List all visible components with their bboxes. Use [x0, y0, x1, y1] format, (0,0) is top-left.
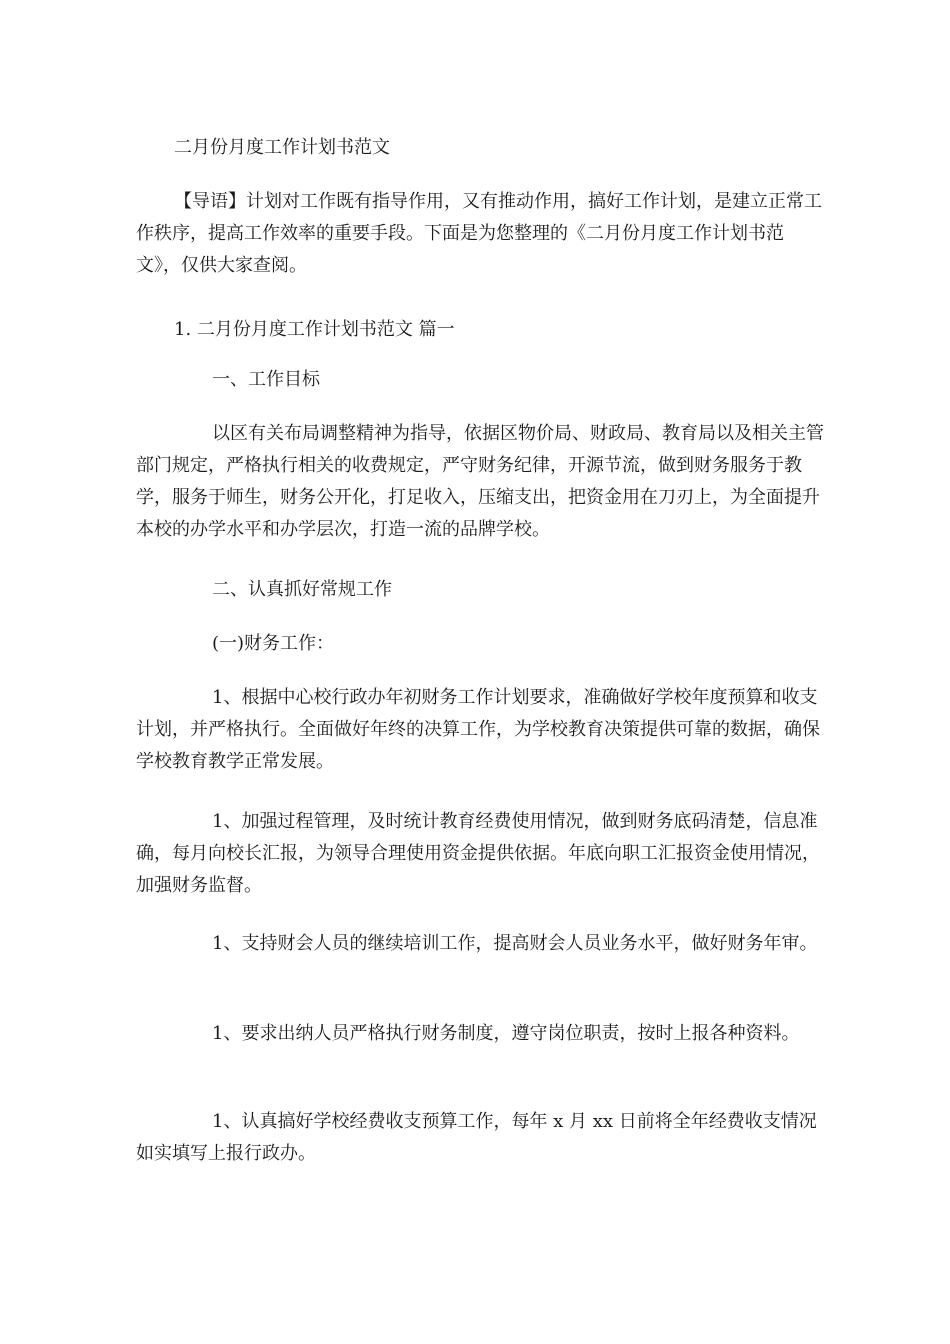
list-item-cashier: 1、要求出纳人员严格执行财务制度，遵守岗位职责，按时上报各种资料。 [212, 1023, 800, 1044]
heading-work-goal: 一、工作目标 [212, 369, 320, 390]
section-heading-1: 1. 二月份月度工作计划书范文 篇一 [174, 319, 455, 340]
list-item-annual-budget: 1、认真搞好学校经费收支预算工作，每年 x 月 xx 日前将全年经费收支情况如实填写上报行政办。 [136, 1111, 817, 1164]
list-item-process-management: 1、加强过程管理，及时统计教育经费使用情况，做到财务底码清楚，信息准确，每月向校长汇报，为领导合理使用资金提供依据。年底向职工汇报资金使用情况，加强财务监督。 [136, 811, 820, 896]
heading-routine-work: 二、认真抓好常规工作 [212, 579, 392, 600]
list-item-training: 1、支持财会人员的继续培训工作，提高财会人员业务水平，做好财务年审。 [212, 933, 818, 954]
intro-paragraph: 【导语】计划对工作既有指导作用，又有推动作用，搞好工作计划，是建立正常工作秩序，提高工作效率的重要手段。下面是为您整理的《二月份月度工作计划书范文》，仅供大家查阅。 [136, 191, 822, 276]
list-item-budget: 1、根据中心校行政办年初财务工作计划要求，准确做好学校年度预算和收支计划，并严格执行。全面做好年终的决算工作，为学校教育决策提供可靠的数据，确保学校教育教学正常发展。 [136, 687, 820, 772]
heading-finance-work: (一)财务工作： [212, 633, 335, 654]
document-title: 二月份月度工作计划书范文 [174, 137, 390, 158]
paragraph-work-goal: 以区有关布局调整精神为指导，依据区物价局、财政局、教育局以及相关主管部门规定，严格执行相关的收费规定，严守财务纪律，开源节流，做到财务服务于教学，服务于师生，财务公开化，打足收入，压缩支出，把资金用在刀刃上，为全面提升本校的办学水平和办学层次，打造一流的品牌学校。 [136, 423, 824, 540]
